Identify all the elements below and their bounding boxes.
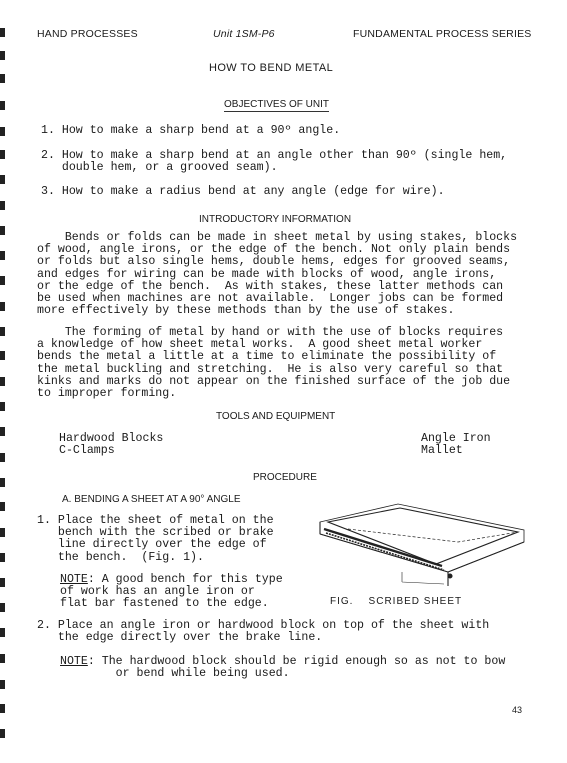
procedure-step-1: 1. Place the sheet of metal on the bench with the scribed or brake line directly over the edge of the bench. (Fig. 1). (37, 514, 274, 564)
procedure-note-2 (60, 656, 505, 680)
procedure-step-2: 2. Place an angle iron or hardwood block on top of the sheet with the edge directly over the brake line. (37, 619, 490, 645)
objectives-heading: OBJECTIVES OF UNIT (224, 99, 330, 110)
intro-paragraph-2: The forming of metal by hand or with the use of blocks requires a knowledge of how sheet metal works. A good sheet metal worker bends the metal a little at a time to eliminate the possibility of the metal buckling and stretching. He is also very careful so that kinks and marks do not appear on the finished surface of the job due to improper forming. (37, 326, 511, 401)
objective-1: 1. How to make a sharp bend at a 90º angle. (41, 124, 341, 137)
tool-angle-iron: Angle Iron (421, 432, 491, 445)
tools-heading: TOOLS AND EQUIPMENT (216, 411, 336, 422)
figure-caption: FIG. SCRIBED SHEET (330, 596, 463, 607)
procedure-note-1 (60, 574, 283, 611)
note-label: NOTE (60, 573, 88, 586)
note-text: : The hardwood block should be rigid enough so as not to bow or bend while being used. (87, 655, 506, 681)
intro-heading: INTRODUCTORY INFORMATION (199, 214, 352, 225)
tool-c-clamps: C-Clamps (59, 444, 115, 457)
header-unit: Unit 1SM-P6 (213, 28, 275, 40)
scribed-sheet-figure (318, 502, 530, 588)
note-text: : A good bench for this type of work has an angle iron or flat bar fastened to the edge. (60, 573, 283, 611)
header-left: HAND PROCESSES (37, 28, 138, 40)
objective-2: 2. How to make a sharp bend at an angle other than 90º (single hem, double hem, or a grooved seam). (41, 149, 508, 175)
page-title: HOW TO BEND METAL (209, 62, 334, 74)
procedure-heading: PROCEDURE (253, 472, 317, 483)
objective-3: 3. How to make a radius bend at any angle (edge for wire). (41, 185, 445, 198)
procedure-subheading: A. BENDING A SHEET AT A 90° ANGLE (62, 494, 241, 505)
tool-mallet: Mallet (421, 444, 463, 457)
header-right: FUNDAMENTAL PROCESS SERIES (353, 28, 532, 40)
page-number: 43 (512, 705, 523, 715)
intro-paragraph-1: Bends or folds can be made in sheet metal by using stakes, blocks of wood, angle irons, or the edge of the bench. Not only plain bends or folds but also single hems, double hems, edges for grooved seams, and edges for wiring can be made with blocks of wood, angle irons, or the edge of the bench. As with stakes, these latter methods can be used when machines are not available. Longer jobs can be formed more effectively by these methods than by the use of stakes. (37, 231, 518, 318)
note-label: NOTE (60, 655, 88, 668)
tool-hardwood-blocks: Hardwood Blocks (59, 432, 164, 445)
